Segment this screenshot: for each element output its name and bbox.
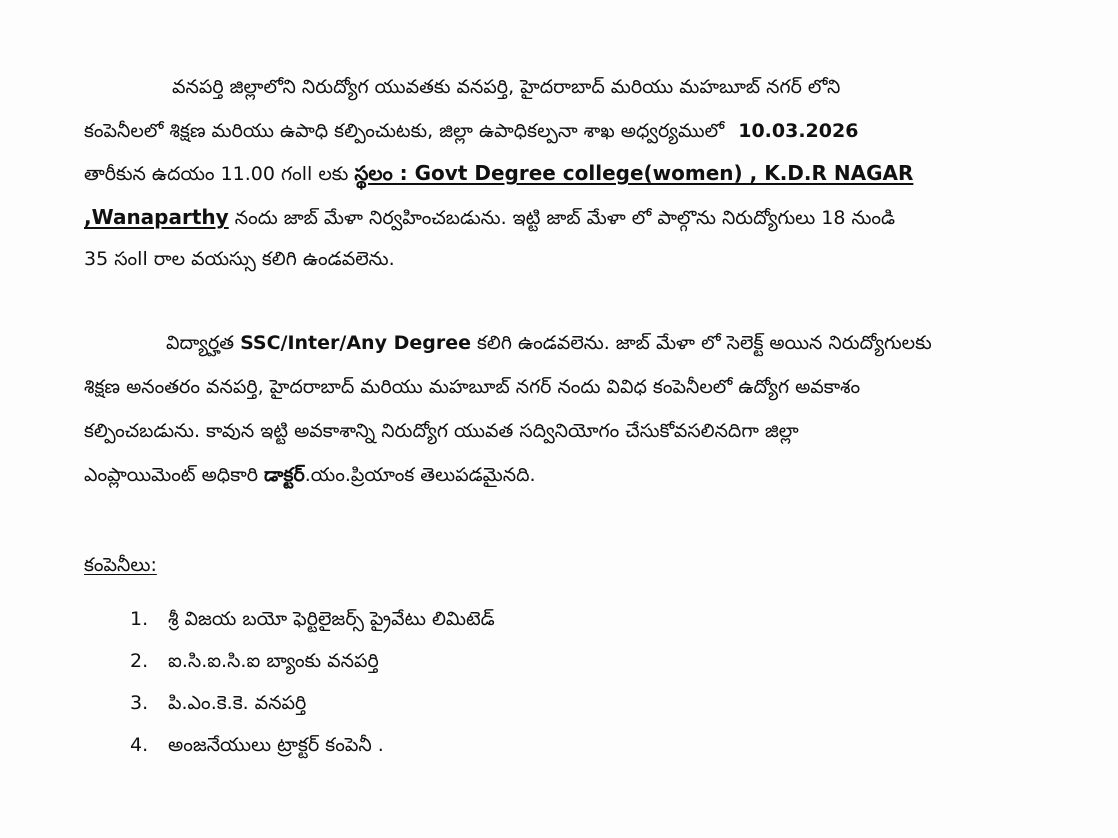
company-3-number: 3. [130, 692, 149, 714]
company-2-number: 2. [130, 650, 149, 672]
paragraph1-line4 [84, 204, 895, 231]
company-1-name: శ్రీ విజయ బయో ఫెర్టిలైజర్స్ ప్రైవేటు లిమిటెడ్ [168, 608, 495, 630]
qualification: SSC/Inter/Any Degree [240, 332, 471, 354]
company-3-name: పి.ఎం.కె.కె. వనపర్తి [168, 692, 307, 714]
paragraph1-line3 [84, 160, 913, 187]
paragraph2-line4-text-b: .యం.ప్రియాంక తెలుపడమైనది. [304, 464, 536, 486]
paragraph2-line1-text-b: కలిగి ఉండవలెను. జాబ్ మేళా లో సెలెక్ట్ అయిన నిరుద్యోగులకు [470, 332, 932, 354]
company-4-name: అంజనేయులు ట్రాక్టర్ కంపెనీ . [168, 734, 384, 756]
paragraph1-line1: వనపర్తి జిల్లాలోని నిరుద్యోగ యువతకు వనపర్తి, హైదరాబాద్ మరియు మహబూబ్ నగర్ లోని [172, 76, 841, 98]
company-4-number: 4. [130, 734, 149, 756]
company-1-number: 1. [130, 608, 149, 630]
paragraph2-line4-text-a: ఎంప్లాయిమెంట్ అధికారి [84, 464, 265, 486]
paragraph2-line1-text-a: విద్యార్హత [166, 332, 241, 354]
paragraph1-line2-text: కంపెనీలలో శిక్షణ మరియు ఉపాధి కల్పించుటకు, జిల్లా ఉపాధికల్పనా శాఖ అధ్వర్యములో [84, 120, 725, 142]
paragraph1-line3-text: తారీకున ఉదయం 11.00 గంll లకు [84, 163, 355, 185]
paragraph2-line3: కల్పించబడును. కావున ఇట్టి అవకాశాన్ని నిరుద్యోగ యువత సద్వినియోగం చేసుకోవసలినదిగా జిల్లా [84, 420, 799, 442]
paragraph2-line4 [84, 462, 536, 488]
venue-label: స్థలం : Govt Degree college(women) , K.D.R NAGAR [354, 161, 914, 185]
officer-title: డాక్టర్ [264, 464, 305, 486]
paragraph2-line1 [166, 330, 932, 356]
paragraph1-line5: 35 సంll రాల వయస్సు కలిగి ఉండవలెను. [84, 248, 395, 270]
venue-continued: ,Wanaparthy [84, 205, 229, 229]
paragraph2-line2: శిక్షణ అనంతరం వనపర్తి, హైదరాబాద్ మరియు మహబూబ్ నగర్ నందు వివిధ కంపెనీలలో ఉద్యోగ అవకాశం [84, 376, 861, 398]
event-date: 10.03.2026 [738, 120, 859, 142]
company-2-name: ఐ.సి.ఐ.సి.ఐ బ్యాంకు వనపర్తి [168, 650, 379, 672]
companies-heading: కంపెనీలు: [84, 554, 157, 576]
paragraph1-line2 [84, 118, 858, 144]
paragraph1-line4-text: నందు జాబ్ మేళా నిర్వహించబడును. ఇట్టి జాబ్ మేళా లో పాల్గొను నిరుద్యోగులు 18 నుండి [228, 207, 896, 229]
